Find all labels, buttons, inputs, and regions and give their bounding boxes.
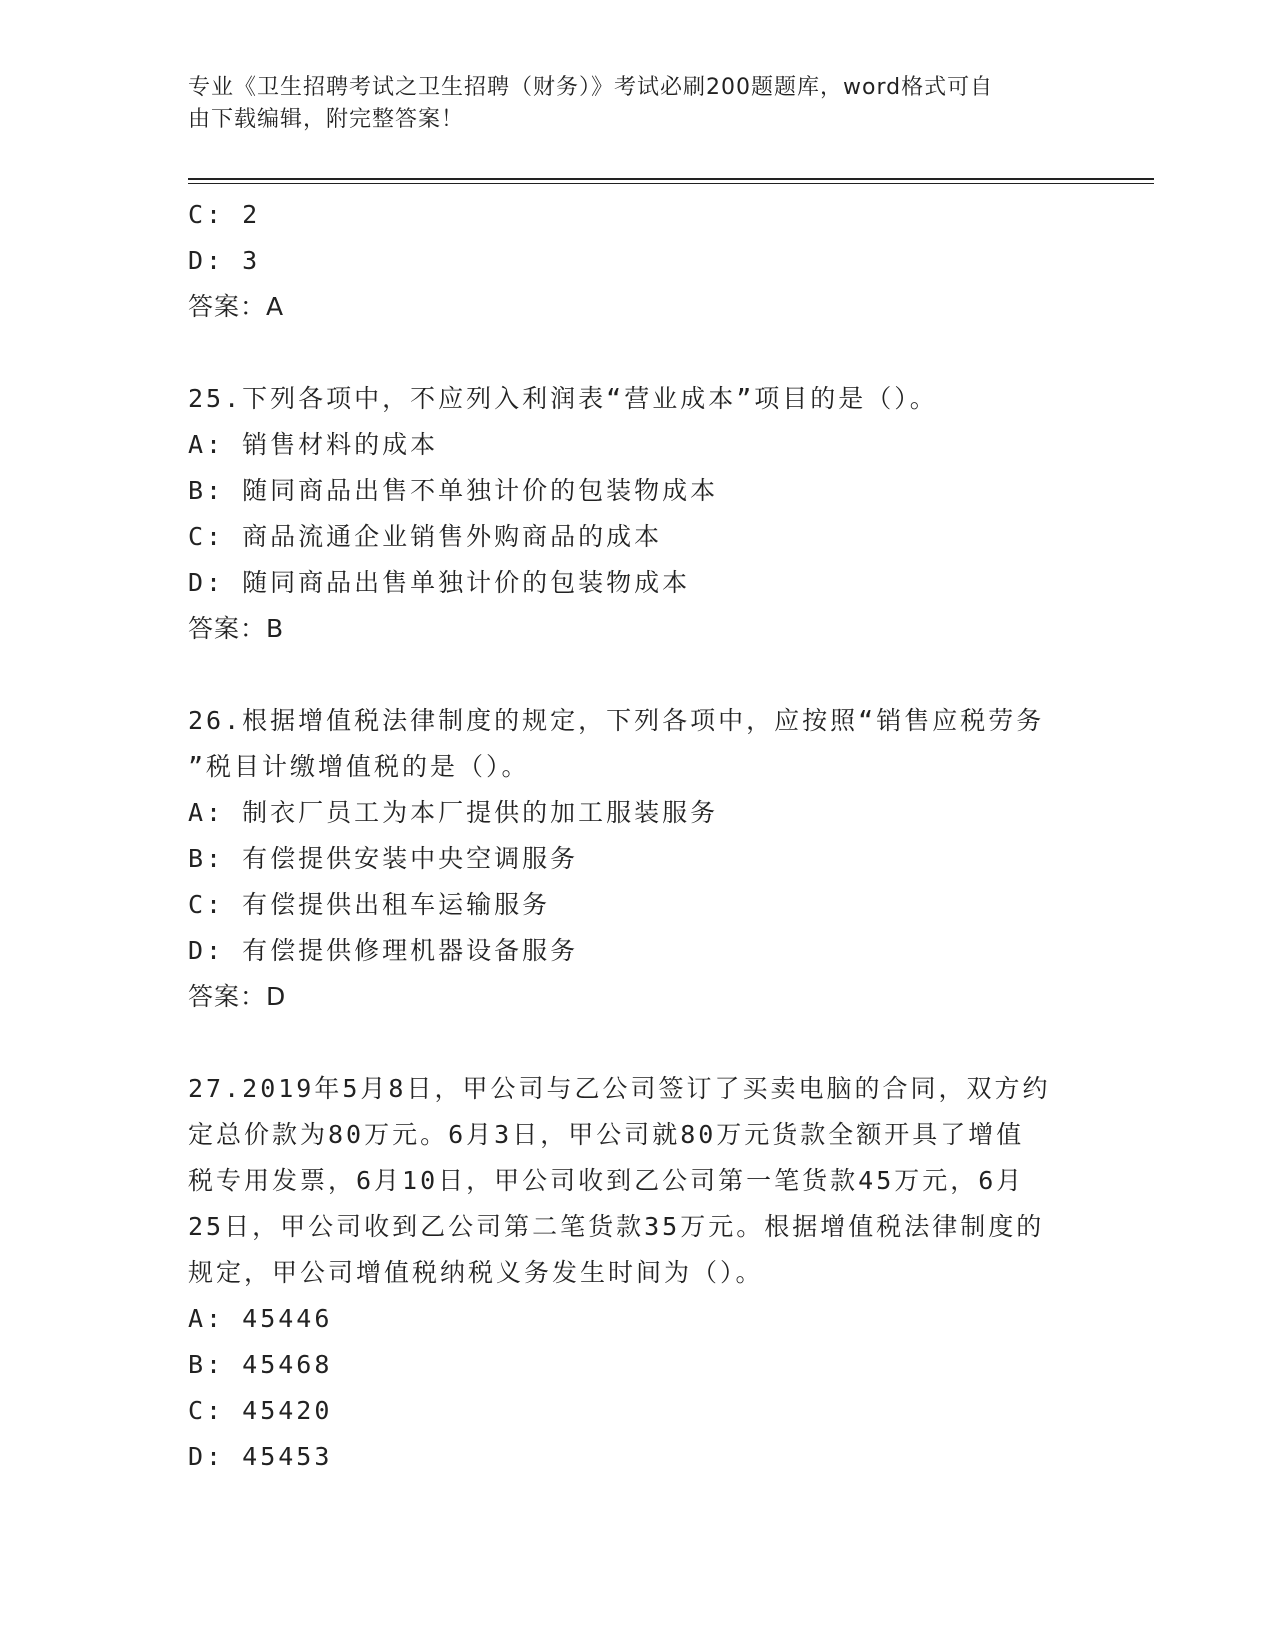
question-text: 25.下列各项中，不应列入利润表“营业成本”项目的是（）。 <box>188 384 938 413</box>
question-text: 26.根据增值税法律制度的规定，下列各项中，应按照“销售应税劳务 <box>188 706 1045 735</box>
option-d: D: 有偿提供修理机器设备服务 <box>188 936 579 965</box>
option-d: D: 45453 <box>188 1442 333 1471</box>
question-text: 规定，甲公司增值税纳税义务发生时间为（）。 <box>188 1258 764 1287</box>
answer-line: 答案：B <box>188 614 285 643</box>
header-line-2: 由下载编辑，附完整答案！ <box>188 107 465 132</box>
option-d: D: 3 <box>188 246 261 275</box>
question-27 <box>188 1066 1088 1480</box>
option-b: B: 有偿提供安装中央空调服务 <box>188 844 579 873</box>
spacer <box>188 1020 1088 1066</box>
spacer <box>188 652 1088 698</box>
option-c: C: 2 <box>188 200 261 229</box>
header-rule-thin <box>188 183 1154 184</box>
option-c: C: 有偿提供出租车运输服务 <box>188 890 551 919</box>
answer-line: 答案：D <box>188 982 287 1011</box>
option-a: A: 销售材料的成本 <box>188 430 439 459</box>
document-header <box>188 72 1068 136</box>
prev-question <box>188 192 1088 330</box>
question-content <box>188 192 1088 1480</box>
header-rule-thick <box>188 178 1154 180</box>
option-a: A: 制衣厂员工为本厂提供的加工服装服务 <box>188 798 719 827</box>
answer-line: 答案：A <box>188 292 285 321</box>
option-a: A: 45446 <box>188 1304 333 1333</box>
option-d: D: 随同商品出售单独计价的包装物成本 <box>188 568 691 597</box>
option-b: B: 随同商品出售不单独计价的包装物成本 <box>188 476 719 505</box>
option-c: C: 45420 <box>188 1396 333 1425</box>
question-text: 税专用发票，6月10日，甲公司收到乙公司第一笔货款45万元，6月 <box>188 1166 1025 1195</box>
question-text: 27.2019年5月8日，甲公司与乙公司签订了买卖电脑的合同，双方约 <box>188 1074 1051 1103</box>
question-text: 定总价款为80万元。6月3日，甲公司就80万元货款全额开具了增值 <box>188 1120 1025 1149</box>
question-26 <box>188 698 1088 1020</box>
question-25 <box>188 376 1088 652</box>
question-text: 25日，甲公司收到乙公司第二笔货款35万元。根据增值税法律制度的 <box>188 1212 1045 1241</box>
question-text: ”税目计缴增值税的是（）。 <box>188 752 530 781</box>
header-line-1: 专业《卫生招聘考试之卫生招聘（财务）》考试必刷200题题库，word格式可自 <box>188 75 994 100</box>
spacer <box>188 330 1088 376</box>
option-b: B: 45468 <box>188 1350 333 1379</box>
option-c: C: 商品流通企业销售外购商品的成本 <box>188 522 663 551</box>
